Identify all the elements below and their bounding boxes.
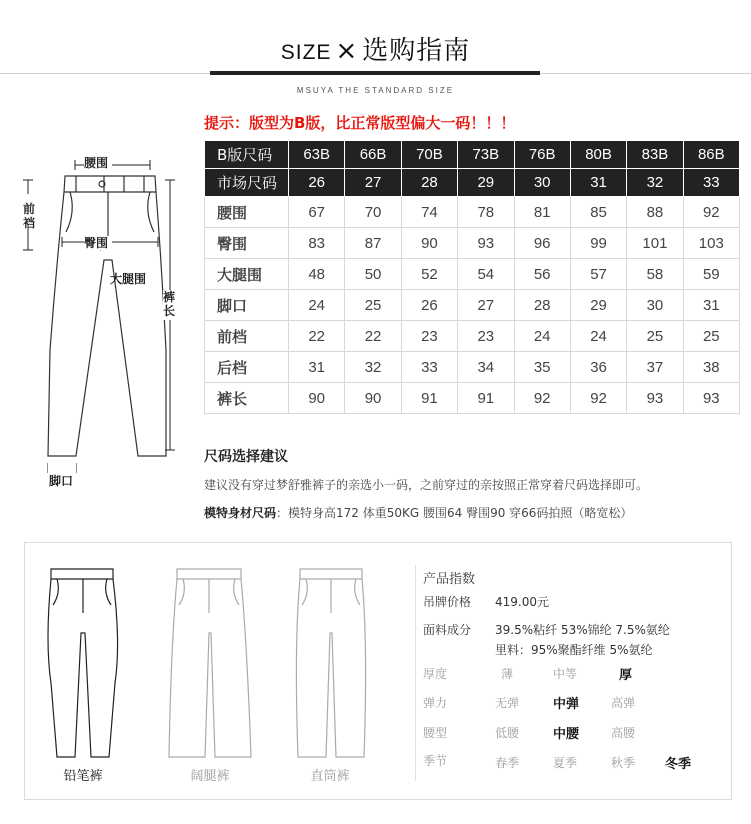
size-cell: 24 [570, 321, 626, 352]
title-times: × [335, 36, 359, 66]
thickness-thick: 厚 [619, 668, 633, 683]
thickness-thin: 薄 [501, 667, 514, 681]
size-row [205, 352, 740, 383]
size-cell: 63B [289, 141, 345, 169]
price-label: 吊牌价格 [423, 595, 472, 609]
size-row [205, 321, 740, 352]
size-cell: 32 [627, 169, 683, 197]
season-autumn: 秋季 [611, 756, 636, 770]
size-cell: 92 [683, 197, 739, 228]
style-wide-label: 阔腿裤 [190, 769, 230, 784]
size-cell: 36 [570, 352, 626, 383]
size-cell: 27 [345, 169, 401, 197]
size-cell: 37 [627, 352, 683, 383]
size-cell: 73B [458, 141, 514, 169]
size-cell: 86B [683, 141, 739, 169]
size-cell: 90 [401, 228, 457, 259]
size-cell: 50 [345, 259, 401, 290]
size-row [205, 259, 740, 290]
pants-measure-diagram [20, 150, 200, 490]
size-row [205, 197, 740, 228]
size-row [205, 290, 740, 321]
elastic-medium: 中弹 [553, 697, 580, 712]
size-table [204, 140, 740, 414]
size-cell: 33 [401, 352, 457, 383]
size-cell: 93 [458, 228, 514, 259]
size-cell: 81 [514, 197, 570, 228]
style-straight-label: 直筒裤 [310, 769, 350, 784]
size-cell: 35 [514, 352, 570, 383]
size-cell: 92 [514, 383, 570, 414]
size-cell: 67 [289, 197, 345, 228]
model-label: 模特身材尺码 [204, 506, 277, 520]
size-header-row [205, 141, 740, 169]
size-header-row [205, 169, 740, 197]
label-waist: 腰围 [84, 156, 109, 170]
size-cell: 88 [627, 197, 683, 228]
size-cell: 38 [683, 352, 739, 383]
size-cell: 76B [514, 141, 570, 169]
size-cell: 31 [289, 352, 345, 383]
size-cell: 91 [458, 383, 514, 414]
size-cell: 52 [401, 259, 457, 290]
title-size: SIZE [280, 41, 332, 64]
size-row-label: 腰围 [205, 197, 289, 228]
season-winter: 冬季 [665, 757, 692, 772]
size-row-label: B版尺码 [205, 141, 289, 169]
size-row-label: 大腿围 [205, 259, 289, 290]
advice-text: 建议没有穿过梦舒雅裤子的亲选小一码，之前穿过的亲按照正常穿着尺码选择即可。 [204, 478, 649, 492]
size-row-label: 市场尺码 [205, 169, 289, 197]
size-cell: 31 [683, 290, 739, 321]
size-cell: 74 [401, 197, 457, 228]
pencil-pants-icon [43, 563, 123, 763]
thickness-label: 厚度 [423, 667, 448, 681]
size-cell: 29 [458, 169, 514, 197]
size-cell: 93 [683, 383, 739, 414]
style-pencil-label: 铅笔裤 [63, 769, 103, 784]
size-cell: 22 [289, 321, 345, 352]
size-cell: 78 [458, 197, 514, 228]
size-cell: 29 [570, 290, 626, 321]
size-cell: 25 [627, 321, 683, 352]
pants-outline-icon [20, 150, 200, 490]
size-cell: 32 [345, 352, 401, 383]
page-title [0, 30, 751, 67]
size-cell: 101 [627, 228, 683, 259]
size-cell: 59 [683, 259, 739, 290]
size-cell: 31 [570, 169, 626, 197]
size-cell: 25 [345, 290, 401, 321]
size-cell: 24 [289, 290, 345, 321]
size-cell: 103 [683, 228, 739, 259]
model-info [204, 504, 632, 521]
elastic-none: 无弹 [495, 696, 520, 710]
card-divider [415, 565, 416, 781]
size-cell: 58 [627, 259, 683, 290]
advice-title: 尺码选择建议 [204, 449, 288, 465]
size-tip: 提示：版型为B版，比正常版型偏大一码！！！ [204, 114, 516, 132]
straight-pants-icon [290, 563, 374, 763]
product-heading: 产品指数 [423, 572, 476, 587]
season-label: 季节 [423, 754, 448, 768]
size-cell: 28 [401, 169, 457, 197]
size-cell: 28 [514, 290, 570, 321]
size-cell: 57 [570, 259, 626, 290]
size-cell: 91 [401, 383, 457, 414]
size-cell: 85 [570, 197, 626, 228]
size-cell: 66B [345, 141, 401, 169]
size-cell: 22 [345, 321, 401, 352]
fabric-main: 39.5%粘纤 53%锦纶 7.5%氨纶 [495, 623, 670, 637]
size-cell: 56 [514, 259, 570, 290]
product-info-card [24, 542, 732, 800]
size-cell: 80B [570, 141, 626, 169]
size-cell: 26 [289, 169, 345, 197]
size-row-label: 前档 [205, 321, 289, 352]
size-cell: 54 [458, 259, 514, 290]
label-hip: 臀围 [84, 236, 109, 250]
size-row-label: 臀围 [205, 228, 289, 259]
season-summer: 夏季 [553, 756, 578, 770]
thickness-medium: 中等 [553, 667, 578, 681]
wide-leg-pants-icon [165, 563, 255, 763]
size-cell: 83B [627, 141, 683, 169]
label-length: 裤长 [163, 290, 176, 318]
title-underline [210, 71, 540, 75]
subtitle: MSUYA THE STANDARD SIZE [296, 86, 455, 95]
size-cell: 90 [345, 383, 401, 414]
size-cell: 93 [627, 383, 683, 414]
label-thigh: 大腿围 [110, 272, 147, 286]
season-spring: 春季 [495, 756, 520, 770]
size-cell: 87 [345, 228, 401, 259]
waist-type-label: 腰型 [423, 726, 448, 740]
size-cell: 30 [514, 169, 570, 197]
size-row-label: 裤长 [205, 383, 289, 414]
price-value: 419.00元 [495, 595, 549, 609]
label-hem: 脚口 [49, 474, 74, 488]
size-cell: 34 [458, 352, 514, 383]
size-cell: 26 [401, 290, 457, 321]
size-cell: 90 [289, 383, 345, 414]
model-text: ：模特身高172 体重50KG 腰围64 臀围90 穿66码拍照（略宽松） [276, 506, 633, 520]
size-cell: 96 [514, 228, 570, 259]
elastic-label: 弹力 [423, 696, 448, 710]
size-cell: 83 [289, 228, 345, 259]
fabric-lining: 里料：95%聚酯纤维 5%氨纶 [495, 643, 653, 657]
size-cell: 30 [627, 290, 683, 321]
size-cell: 70 [345, 197, 401, 228]
size-row-label: 后档 [205, 352, 289, 383]
elastic-high: 高弹 [611, 696, 636, 710]
size-row [205, 228, 740, 259]
size-cell: 24 [514, 321, 570, 352]
waist-mid: 中腰 [553, 727, 580, 742]
size-cell: 25 [683, 321, 739, 352]
label-front-rise: 前裆 [23, 202, 36, 230]
size-cell: 23 [401, 321, 457, 352]
size-cell: 92 [570, 383, 626, 414]
size-cell: 48 [289, 259, 345, 290]
title-main: 选购指南 [362, 36, 471, 66]
size-cell: 23 [458, 321, 514, 352]
size-cell: 70B [401, 141, 457, 169]
size-cell: 99 [570, 228, 626, 259]
header [0, 0, 751, 110]
waist-low: 低腰 [495, 726, 520, 740]
waist-high: 高腰 [611, 726, 636, 740]
size-cell: 27 [458, 290, 514, 321]
size-cell: 33 [683, 169, 739, 197]
size-row [205, 383, 740, 414]
fabric-label: 面料成分 [423, 623, 472, 637]
size-row-label: 脚口 [205, 290, 289, 321]
